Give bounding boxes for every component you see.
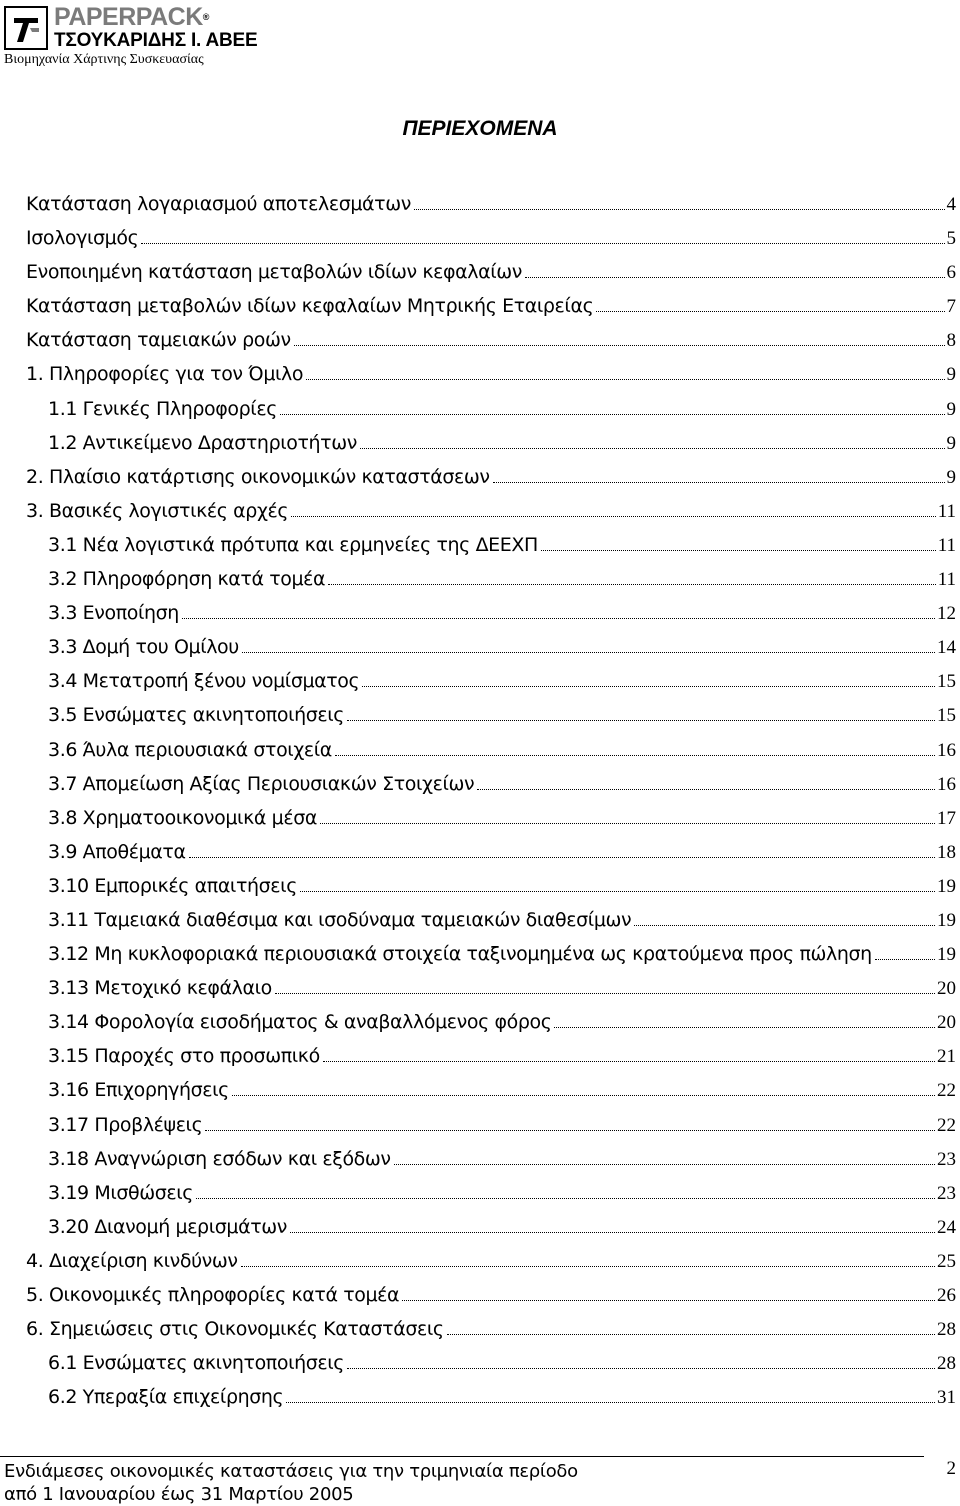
toc-entry[interactable]: [0, 259, 960, 293]
toc-entry[interactable]: [0, 225, 960, 259]
toc-dot-leader: [205, 1130, 935, 1131]
table-of-contents: [0, 191, 960, 1418]
toc-entry-title: Ισολογισμός: [26, 227, 139, 250]
toc-dot-leader: [323, 1061, 935, 1062]
toc-dot-leader: [414, 209, 945, 210]
toc-entry-title: 3.3 Ενοποίηση: [48, 602, 179, 625]
toc-dot-leader: [189, 857, 935, 858]
toc-entry[interactable]: [0, 941, 960, 975]
toc-entry-title: 1.2 Αντικείμενο Δραστηριοτήτων: [48, 431, 357, 454]
toc-entry-page: 25: [937, 1250, 956, 1272]
toc-entry-title: 3.13 Μετοχικό κεφάλαιο: [48, 977, 272, 1000]
brand-name: PAPERPACK®: [54, 3, 209, 31]
toc-entry[interactable]: [0, 805, 960, 839]
toc-entry[interactable]: [0, 873, 960, 907]
toc-entry[interactable]: [0, 1214, 960, 1248]
toc-dot-leader: [447, 1334, 935, 1335]
toc-dot-leader: [320, 823, 935, 824]
toc-dot-leader: [141, 243, 944, 244]
footer-divider: [0, 1456, 924, 1457]
toc-entry-page: 28: [937, 1319, 956, 1341]
toc-dot-leader: [280, 414, 945, 415]
toc-entry-title: 3.10 Εμπορικές απαιτήσεις: [48, 874, 297, 897]
toc-entry[interactable]: [0, 1043, 960, 1077]
toc-dot-leader: [493, 482, 945, 483]
toc-entry-page: 7: [946, 296, 956, 318]
toc-entry[interactable]: [0, 1146, 960, 1180]
toc-entry-page: 8: [946, 330, 956, 352]
toc-entry-title: 5. Οικονομικές πληροφορίες κατά τομέα: [26, 1284, 400, 1306]
toc-entry-page: 9: [946, 364, 956, 386]
toc-entry[interactable]: [0, 634, 960, 668]
toc-entry-page: 26: [937, 1285, 956, 1306]
toc-dot-leader: [275, 993, 935, 994]
toc-dot-leader: [596, 311, 944, 312]
company-logo-mark-icon: [4, 6, 48, 50]
toc-entry[interactable]: [0, 1282, 960, 1316]
toc-entry-page: 23: [937, 1148, 956, 1170]
toc-entry[interactable]: [0, 498, 960, 532]
toc-entry[interactable]: [0, 464, 960, 498]
toc-entry-title: 6. Σημειώσεις στις Οικονομικές Καταστάσεις: [26, 1318, 444, 1341]
logo-t-glyph-icon: [6, 8, 46, 48]
toc-entry-title: 6.1 Ενσώματες ακινητοποιήσεις: [48, 1352, 345, 1375]
toc-entry-page: 31: [937, 1387, 956, 1409]
toc-entry-title: 3.14 Φορολογία εισοδήματος & αναβαλλόμενος φόρος: [48, 1011, 552, 1034]
toc-dot-leader: [241, 1266, 935, 1267]
toc-entry[interactable]: [0, 361, 960, 395]
toc-dot-leader: [328, 584, 936, 585]
toc-dot-leader: [306, 379, 944, 380]
toc-entry-page: 5: [946, 228, 956, 250]
toc-entry-title: 3.8 Χρηματοοικονομικά μέσα: [48, 806, 317, 829]
toc-dot-leader: [402, 1300, 935, 1301]
toc-entry-title: 3.18 Αναγνώριση εσόδων και εξόδων: [48, 1147, 391, 1170]
toc-entry-page: 18: [937, 841, 956, 863]
toc-entry-title: 3.4 Μετατροπή ξένου νομίσματος: [48, 670, 360, 693]
toc-entry-title: 3.7 Απομείωση Αξίας Περιουσιακών Στοιχείων: [48, 772, 475, 795]
toc-entry-page: 11: [937, 534, 956, 556]
toc-dot-leader: [300, 891, 935, 892]
toc-entry[interactable]: [0, 737, 960, 771]
toc-entry-page: 15: [937, 671, 956, 693]
toc-entry-page: 15: [937, 705, 956, 727]
toc-dot-leader: [525, 277, 944, 278]
toc-entry-title: 3.5 Ενσώματες ακινητοποιήσεις: [48, 704, 345, 727]
toc-entry-title: 3.3 Δομή του Ομίλου: [48, 636, 239, 659]
toc-dot-leader: [335, 755, 935, 756]
toc-entry[interactable]: [0, 1350, 960, 1384]
toc-entry-title: 1. Πληροφορίες για τον Όμιλο: [26, 363, 304, 386]
toc-entry-page: 4: [946, 194, 956, 215]
toc-dot-leader: [347, 1368, 935, 1369]
footer-description-line-1: Ενδιάμεσες οικονομικές καταστάσεις για την τριμηνιαία περίοδο: [4, 1461, 578, 1482]
toc-entry[interactable]: [0, 566, 960, 600]
toc-entry[interactable]: [0, 1112, 960, 1146]
toc-entry[interactable]: [0, 1077, 960, 1111]
toc-entry[interactable]: [0, 1384, 960, 1418]
toc-entry[interactable]: [0, 839, 960, 873]
toc-entry-page: 28: [937, 1353, 956, 1375]
toc-entry-title: 3.20 Διανομή μερισμάτων: [48, 1215, 287, 1238]
toc-entry-page: 22: [937, 1080, 956, 1102]
toc-entry-title: Ενοποιημένη κατάσταση μεταβολών ιδίων κεφαλαίων: [26, 261, 523, 284]
toc-entry-page: 9: [946, 466, 956, 488]
toc-entry-page: 9: [946, 432, 956, 454]
footer-description-line-2: από 1 Ιανουαρίου έως 31 Μαρτίου 2005: [4, 1484, 354, 1505]
toc-entry-title: 3.12 Μη κυκλοφοριακά περιουσιακά στοιχεία ταξινομημένα ως κρατούμενα προς πώληση: [48, 943, 872, 966]
toc-entry[interactable]: [0, 430, 960, 464]
toc-entry-page: 9: [946, 398, 956, 420]
toc-entry[interactable]: [0, 771, 960, 805]
company-name: ΤΣΟΥΚΑΡΙΔΗΣ Ι. ΑΒΕΕ: [54, 30, 258, 51]
toc-dot-leader: [294, 345, 945, 346]
toc-entry[interactable]: [0, 396, 960, 430]
toc-entry-page: 19: [937, 944, 956, 966]
toc-entry-page: 24: [937, 1216, 956, 1238]
footer-page-number: 2: [946, 1458, 956, 1479]
toc-entry-page: 16: [937, 773, 956, 795]
toc-entry[interactable]: [0, 907, 960, 941]
toc-dot-leader: [362, 686, 935, 687]
toc-entry[interactable]: [0, 668, 960, 702]
toc-entry[interactable]: [0, 600, 960, 634]
toc-entry-title: Κατάσταση ταμειακών ροών: [26, 329, 291, 352]
toc-entry-title: 3. Βασικές λογιστικές αρχές: [26, 499, 289, 522]
toc-dot-leader: [290, 1232, 935, 1233]
toc-entry-page: 11: [937, 569, 956, 591]
toc-dot-leader: [242, 652, 935, 653]
toc-entry-page: 22: [937, 1114, 956, 1136]
toc-dot-leader: [541, 550, 936, 551]
toc-entry[interactable]: [0, 1009, 960, 1043]
toc-entry-title: 3.15 Παροχές στο προσωπικό: [48, 1045, 320, 1068]
toc-entry-page: 11: [937, 500, 956, 522]
toc-entry-title: 3.1 Νέα λογιστικά πρότυπα και ερμηνείες της ΔΕΕΧΠ: [48, 533, 538, 556]
toc-entry-title: 3.11 Ταμειακά διαθέσιμα και ισοδύναμα ταμειακών διαθεσίμων: [48, 908, 632, 931]
toc-entry[interactable]: [0, 1248, 960, 1282]
toc-entry-title: Κατάσταση μεταβολών ιδίων κεφαλαίων Μητρικής Εταιρείας: [26, 295, 594, 318]
toc-entry[interactable]: [0, 1316, 960, 1350]
toc-dot-leader: [232, 1095, 935, 1096]
toc-entry-page: 16: [937, 739, 956, 761]
toc-dot-leader: [182, 618, 935, 619]
toc-entry-page: 20: [937, 1012, 956, 1034]
toc-entry-title: 4. Διαχείριση κινδύνων: [26, 1249, 238, 1272]
toc-dot-leader: [286, 1402, 935, 1403]
toc-entry-page: 14: [937, 637, 956, 659]
toc-entry-page: 21: [937, 1046, 956, 1068]
toc-entry-page: 19: [937, 909, 956, 931]
toc-entry-title: 3.6 Άυλα περιουσιακά στοιχεία: [48, 738, 332, 761]
toc-entry-page: 19: [937, 875, 956, 897]
registered-mark: ®: [202, 12, 209, 22]
toc-entry-title: 3.19 Μισθώσεις: [48, 1181, 194, 1204]
toc-dot-leader: [875, 959, 935, 960]
toc-entry-page: 17: [937, 807, 956, 829]
company-tagline: Βιομηχανία Χάρτινης Συσκευασίας: [4, 52, 204, 67]
company-logo: [4, 3, 258, 68]
toc-dot-leader: [634, 925, 935, 926]
toc-entry[interactable]: [0, 702, 960, 736]
toc-entry[interactable]: [0, 191, 960, 225]
toc-entry[interactable]: [0, 1180, 960, 1214]
toc-entry-title: 1.1 Γενικές Πληροφορίες: [48, 397, 277, 420]
toc-entry-title: 3.2 Πληροφόρηση κατά τομέα: [48, 568, 326, 591]
toc-entry[interactable]: [0, 975, 960, 1009]
toc-entry-title: Κατάσταση λογαριασμού αποτελεσμάτων: [26, 193, 411, 215]
toc-dot-leader: [360, 448, 945, 449]
toc-entry-title: 3.16 Επιχορηγήσεις: [48, 1079, 229, 1102]
toc-entry-title: 2. Πλαίσιο κατάρτισης οικονομικών καταστάσεων: [26, 465, 490, 488]
toc-dot-leader: [477, 789, 935, 790]
toc-dot-leader: [554, 1027, 935, 1028]
toc-entry-page: 6: [946, 262, 956, 284]
toc-entry-title: 6.2 Υπεραξία επιχείρησης: [48, 1386, 284, 1409]
toc-entry[interactable]: [0, 293, 960, 327]
toc-dot-leader: [347, 720, 935, 721]
toc-entry-title: 3.9 Αποθέματα: [48, 840, 186, 863]
page-title: ΠΕΡΙΕΧΟΜΕΝΑ: [402, 117, 558, 140]
toc-entry[interactable]: [0, 532, 960, 566]
toc-entry-title: 3.17 Προβλέψεις: [48, 1113, 203, 1136]
toc-entry-page: 20: [937, 978, 956, 1000]
toc-dot-leader: [196, 1198, 935, 1199]
toc-entry[interactable]: [0, 327, 960, 361]
toc-entry-page: 12: [937, 603, 956, 625]
toc-dot-leader: [394, 1164, 935, 1165]
toc-dot-leader: [291, 516, 936, 517]
toc-entry-page: 23: [937, 1182, 956, 1204]
